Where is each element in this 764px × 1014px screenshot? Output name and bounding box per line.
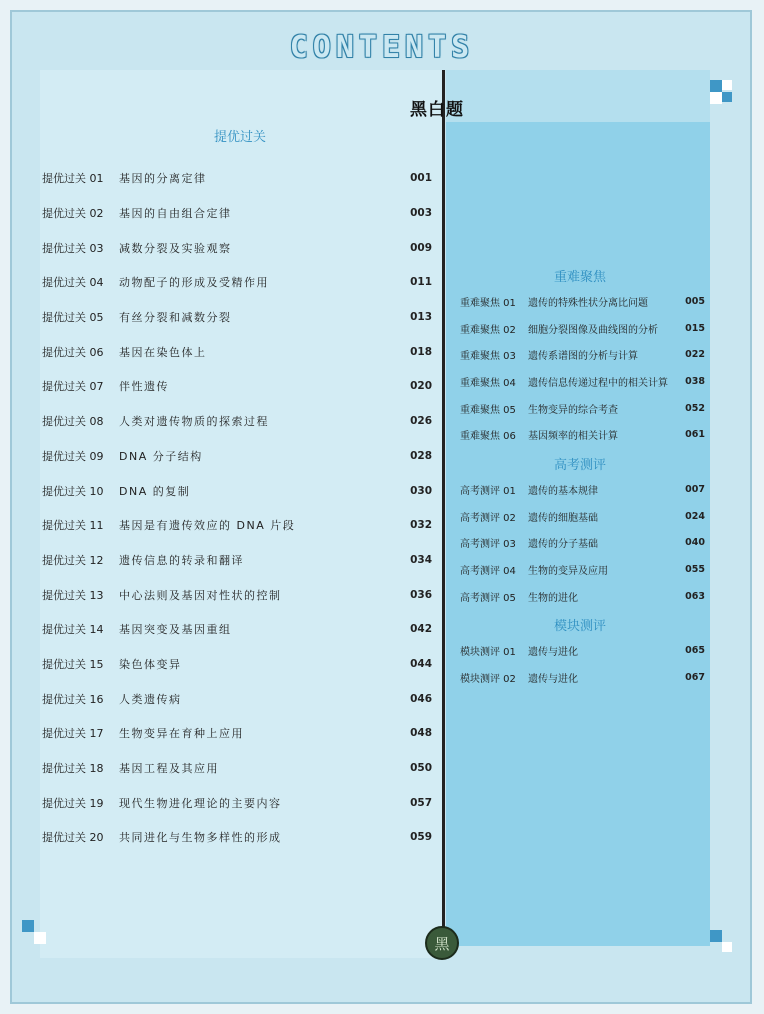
toc-entry-label: 提优过关 05	[42, 311, 104, 325]
toc-entry-label: 提优过关 01	[42, 172, 104, 186]
toc-entry-title: 细胞分裂图像及曲线图的分析	[528, 324, 658, 336]
toc-entry-label: 提优过关 19	[42, 796, 104, 810]
toc-entry[interactable]	[42, 785, 432, 820]
toc-entry-title: 伴性遗传	[119, 380, 169, 394]
toc-entry-title: 生物的进化	[528, 592, 578, 604]
toc-entry-label: 模块测评 02	[460, 673, 516, 685]
toc-entry-page: 052	[685, 402, 705, 414]
toc-entry-label: 提优过关 10	[42, 484, 104, 498]
toc-entry[interactable]	[42, 647, 432, 682]
toc-entry-page: 001	[410, 172, 432, 185]
toc-entry-label: 提优过关 15	[42, 657, 104, 671]
toc-entry-label: 提优过关 06	[42, 345, 104, 359]
toc-entry-title: 遗传系谱图的分析与计算	[528, 351, 638, 363]
toc-entry-label: 提优过关 07	[42, 380, 104, 394]
toc-entry-page: 007	[685, 483, 705, 495]
contents-title: CONTENTS	[289, 30, 475, 65]
pixel-square-decoration	[710, 92, 722, 104]
toc-entry[interactable]	[42, 334, 432, 369]
toc-entry-title: 动物配子的形成及受精作用	[119, 276, 269, 290]
toc-entry-title: 有丝分裂和减数分裂	[119, 311, 232, 325]
right-toc-list-3	[460, 637, 705, 690]
right-section-heading-1: 重难聚焦	[553, 270, 606, 285]
pixel-square-decoration	[34, 932, 46, 944]
toc-entry-title: 中心法则及基因对性状的控制	[119, 588, 282, 602]
toc-entry[interactable]	[42, 473, 432, 508]
right-section-heading-3: 模块测评	[553, 619, 606, 634]
toc-entry-page: 055	[685, 563, 705, 575]
toc-entry-title: 基因是有遗传效应的 DNA 片段	[119, 519, 296, 533]
toc-entry-page: 059	[410, 831, 432, 844]
toc-entry-page: 015	[685, 322, 705, 334]
toc-entry[interactable]	[460, 556, 705, 583]
toc-entry-page: 018	[410, 345, 432, 358]
toc-entry-title: 生物变异在育种上应用	[119, 727, 244, 741]
toc-entry-page: 038	[685, 375, 705, 387]
toc-entry-page: 057	[410, 796, 432, 809]
right-section-heading-2: 高考测评	[553, 458, 606, 473]
toc-entry-page: 003	[410, 207, 432, 220]
pixel-square-decoration	[722, 80, 732, 90]
left-section-heading: 提优过关	[213, 130, 266, 145]
toc-entry[interactable]	[460, 395, 705, 422]
toc-entry-title: 现代生物进化理论的主要内容	[119, 796, 282, 810]
toc-entry-label: 提优过关 02	[42, 207, 104, 221]
toc-entry-page: 034	[410, 553, 432, 566]
right-toc-list-2	[460, 476, 705, 609]
toc-entry[interactable]	[42, 369, 432, 404]
toc-entry-title: 基因的分离定律	[119, 172, 207, 186]
toc-entry[interactable]	[460, 529, 705, 556]
toc-entry[interactable]	[42, 508, 432, 543]
toc-entry[interactable]	[42, 543, 432, 578]
pixel-square-decoration	[722, 92, 732, 102]
toc-entry[interactable]	[42, 751, 432, 786]
pixel-square-decoration	[722, 942, 732, 952]
pixel-square-decoration	[710, 930, 722, 942]
toc-entry-label: 高考测评 05	[460, 592, 516, 604]
toc-entry-title: 遗传的特殊性状分离比问题	[528, 297, 648, 309]
toc-entry-page: 020	[410, 380, 432, 393]
toc-entry-page: 032	[410, 519, 432, 532]
toc-entry[interactable]	[42, 439, 432, 474]
toc-entry-page: 024	[685, 510, 705, 522]
toc-entry-label: 高考测评 04	[460, 565, 516, 577]
toc-entry-label: 提优过关 16	[42, 692, 104, 706]
toc-entry-title: 基因频率的相关计算	[528, 431, 618, 443]
toc-entry-title: 遗传的基本规律	[528, 485, 598, 497]
toc-entry-label: 重难聚焦 06	[460, 431, 516, 443]
toc-entry-title: 遗传信息的转录和翻译	[119, 553, 244, 567]
toc-entry[interactable]	[460, 583, 705, 610]
toc-entry-title: 共同进化与生物多样性的形成	[119, 831, 282, 845]
toc-entry[interactable]	[460, 315, 705, 342]
toc-entry-title: 人类遗传病	[119, 692, 182, 706]
toc-entry-label: 提优过关 17	[42, 727, 104, 741]
toc-entry-title: DNA 分子结构	[119, 449, 203, 463]
toc-entry[interactable]	[460, 288, 705, 315]
toc-entry-label: 重难聚焦 04	[460, 377, 516, 389]
toc-entry-label: 提优过关 20	[42, 831, 104, 845]
toc-entry[interactable]	[42, 681, 432, 716]
toc-entry-page: 067	[685, 671, 705, 683]
toc-entry-label: 提优过关 08	[42, 415, 104, 429]
toc-entry-page: 046	[410, 692, 432, 705]
toc-entry-label: 提优过关 09	[42, 449, 104, 463]
toc-entry-label: 提优过关 03	[42, 241, 104, 255]
toc-entry-title: 基因突变及基因重组	[119, 623, 232, 637]
toc-entry-label: 高考测评 03	[460, 539, 516, 551]
toc-entry-title: 遗传的分子基础	[528, 539, 598, 551]
toc-entry-label: 提优过关 18	[42, 762, 104, 776]
toc-entry-label: 重难聚焦 01	[460, 297, 516, 309]
toc-entry-title: 染色体变异	[119, 657, 182, 671]
toc-entry-title: 生物变异的综合考查	[528, 404, 618, 416]
toc-entry[interactable]	[42, 404, 432, 439]
series-title: 黑白题	[410, 100, 464, 120]
toc-entry-title: 遗传信息传递过程中的相关计算	[528, 377, 668, 389]
toc-entry-page: 050	[410, 762, 432, 775]
toc-entry-page: 030	[410, 484, 432, 497]
toc-entry-page: 009	[410, 241, 432, 254]
toc-entry-label: 重难聚焦 02	[460, 324, 516, 336]
toc-entry[interactable]	[42, 716, 432, 751]
toc-entry-page: 011	[410, 276, 432, 289]
toc-entry-page: 042	[410, 623, 432, 636]
toc-entry-page: 013	[410, 311, 432, 324]
toc-entry[interactable]	[42, 196, 432, 231]
toc-entry-title: 基因工程及其应用	[119, 762, 219, 776]
toc-entry[interactable]	[42, 300, 432, 335]
toc-entry-page: 028	[410, 449, 432, 462]
toc-entry-title: 生物的变异及应用	[528, 565, 608, 577]
toc-entry-page: 005	[685, 295, 705, 307]
toc-entry-label: 高考测评 02	[460, 512, 516, 524]
left-toc-list	[42, 161, 432, 855]
toc-entry[interactable]	[42, 612, 432, 647]
toc-entry-label: 提优过关 11	[42, 519, 104, 533]
toc-entry-title: 遗传与进化	[528, 646, 578, 658]
toc-entry-label: 提优过关 04	[42, 276, 104, 290]
toc-entry[interactable]	[460, 476, 705, 503]
toc-entry[interactable]	[460, 664, 705, 691]
right-top-strip	[446, 70, 710, 122]
toc-entry-label: 高考测评 01	[460, 485, 516, 497]
toc-entry-label: 提优过关 14	[42, 623, 104, 637]
toc-entry-page: 065	[685, 644, 705, 656]
toc-entry[interactable]	[460, 341, 705, 368]
toc-entry-title: 基因在染色体上	[119, 345, 207, 359]
toc-entry-label: 重难聚焦 03	[460, 351, 516, 363]
toc-entry[interactable]	[460, 421, 705, 448]
toc-entry-title: 基因的自由组合定律	[119, 207, 232, 221]
toc-entry[interactable]	[42, 265, 432, 300]
toc-entry[interactable]	[42, 577, 432, 612]
toc-entry[interactable]	[42, 230, 432, 265]
toc-entry[interactable]	[460, 368, 705, 395]
right-toc-list-1	[460, 288, 705, 448]
toc-entry-label: 提优过关 13	[42, 588, 104, 602]
toc-entry-title: 人类对遗传物质的探索过程	[119, 415, 269, 429]
toc-entry-page: 048	[410, 727, 432, 740]
toc-entry-page: 036	[410, 588, 432, 601]
toc-entry-title: 减数分裂及实验观察	[119, 241, 232, 255]
toc-entry-page: 040	[685, 537, 705, 549]
toc-entry[interactable]	[460, 637, 705, 664]
toc-entry-label: 模块测评 01	[460, 646, 516, 658]
center-divider	[442, 70, 445, 950]
toc-entry-title: DNA 的复制	[119, 484, 191, 498]
toc-entry-title: 遗传的细胞基础	[528, 512, 598, 524]
page-badge: 黑	[425, 926, 459, 960]
toc-entry-page: 026	[410, 415, 432, 428]
toc-entry-page: 063	[685, 590, 705, 602]
pixel-square-decoration	[710, 80, 722, 92]
toc-entry-page: 061	[685, 429, 705, 441]
pixel-square-decoration	[22, 920, 34, 932]
toc-entry-page: 044	[410, 657, 432, 670]
toc-entry[interactable]	[42, 161, 432, 196]
toc-entry-label: 提优过关 12	[42, 553, 104, 567]
toc-entry-page: 022	[685, 349, 705, 361]
toc-entry[interactable]	[460, 503, 705, 530]
toc-entry-label: 重难聚焦 05	[460, 404, 516, 416]
toc-entry-title: 遗传与进化	[528, 673, 578, 685]
toc-entry[interactable]	[42, 820, 432, 855]
